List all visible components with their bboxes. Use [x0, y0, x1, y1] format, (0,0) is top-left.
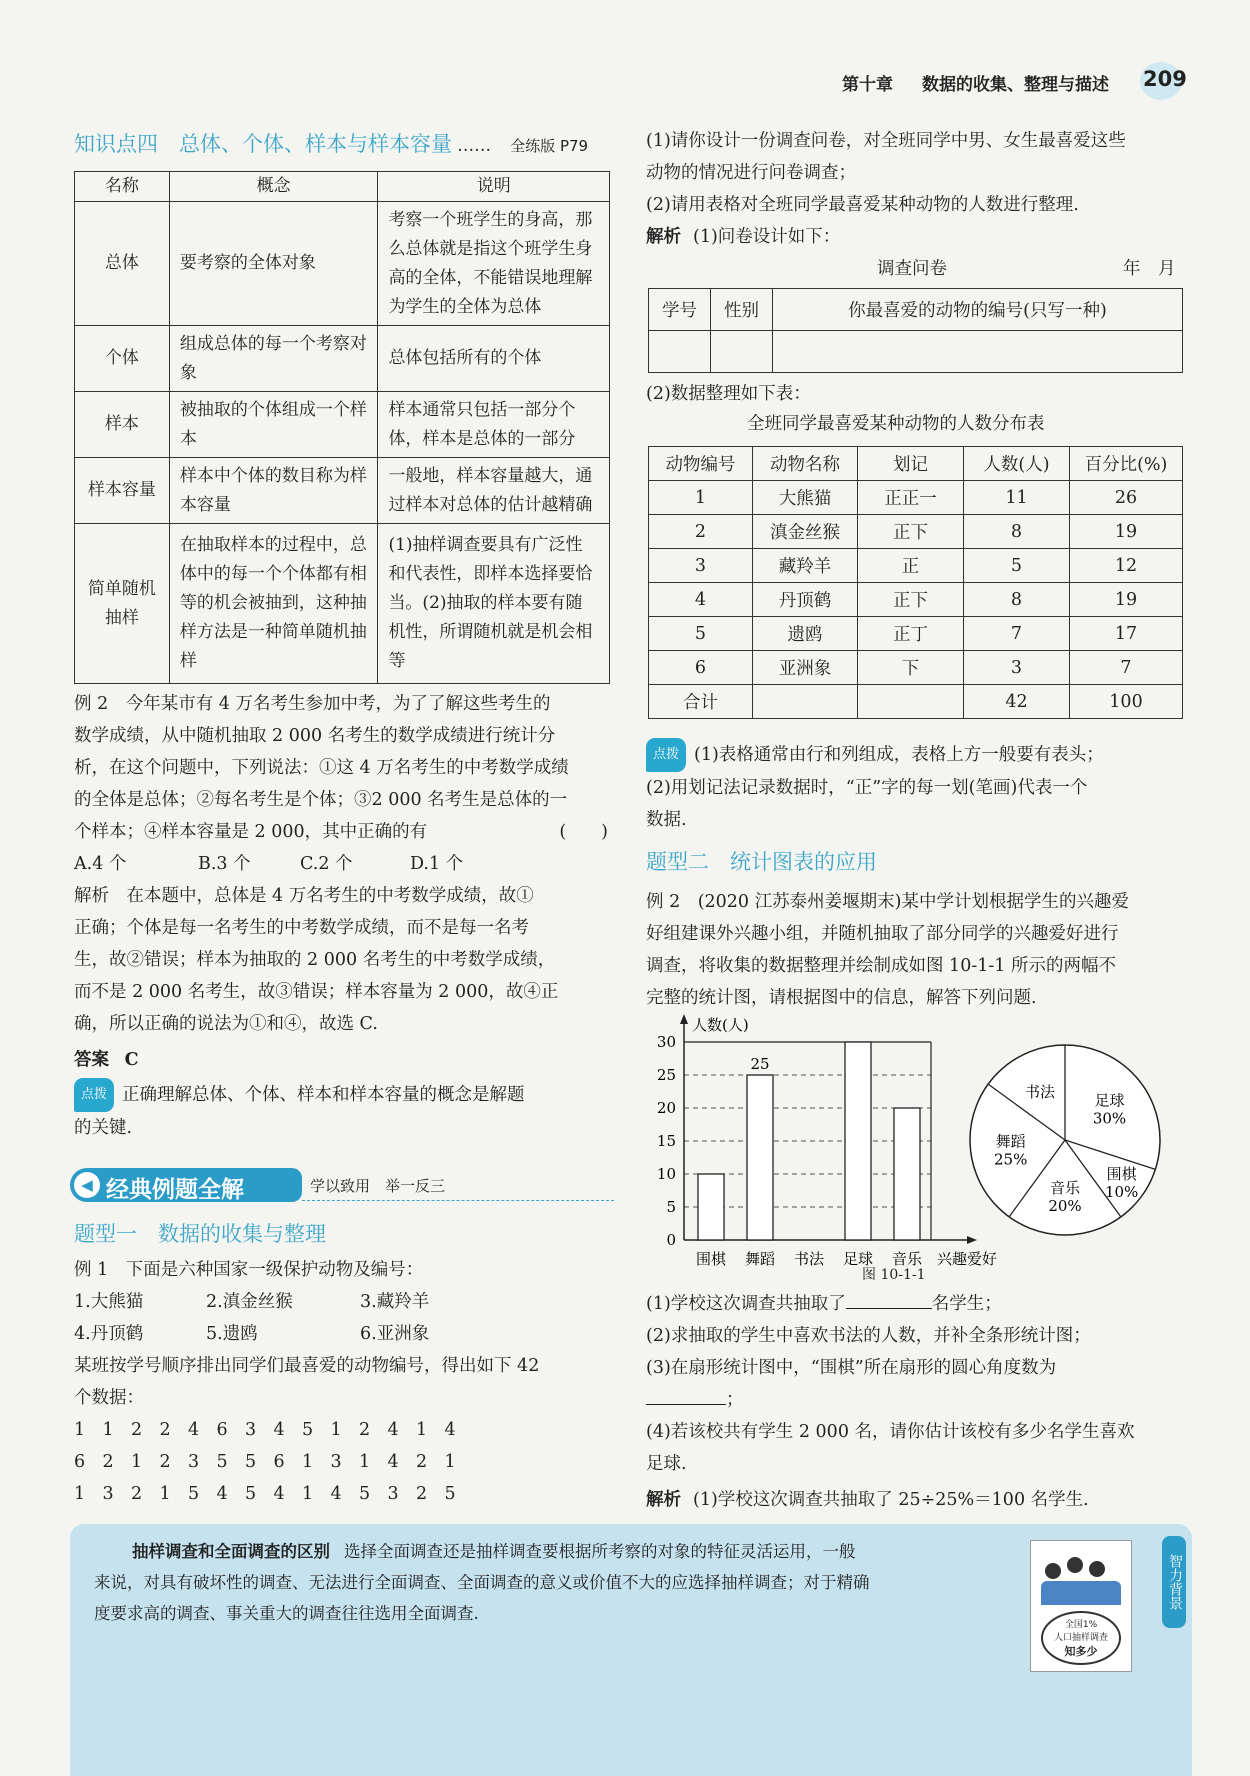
number-cell: 3 [102, 1484, 114, 1504]
x-axis-label: 兴趣爱好 [937, 1250, 998, 1268]
survey-header-cell: 学号 [649, 289, 711, 331]
dist-cell: 100 [1070, 685, 1183, 719]
survey-header-cell: 性别 [711, 289, 773, 331]
pie-label: 舞蹈 [995, 1132, 1026, 1151]
bar-chart [646, 1010, 998, 1272]
bar-音乐 [894, 1108, 920, 1240]
poster-caption [1041, 1611, 1121, 1665]
dist-cell: 26 [1070, 481, 1183, 515]
number-cell: 6 [74, 1452, 86, 1472]
tip-text: 数据. [646, 810, 687, 830]
answer-label: 答案 [74, 1050, 109, 1070]
animal-item: 6.亚洲象 [360, 1324, 430, 1344]
person-head [1045, 1563, 1061, 1579]
number-cell: 1 [359, 1452, 371, 1472]
survey-table [648, 288, 1183, 373]
kp4-title: 知识点四 总体、个体、样本与样本容量 [74, 132, 452, 156]
x-tick-label: 音乐 [891, 1250, 923, 1268]
question-text: ； [726, 1390, 744, 1410]
tip-icon: 点拨 [646, 738, 686, 772]
kp4-concept: 在抽取样本的过程中，总体中的每一个个体都有相等的机会被抽到，这种抽样方法是一种简单随机抽样 [169, 524, 378, 684]
dist-cell: 7 [1070, 651, 1183, 685]
analysis-row [646, 221, 1186, 253]
kp4-name: 个体 [75, 326, 170, 392]
dist-cell: 合计 [649, 685, 753, 719]
dist-cell: 正正一 [858, 481, 964, 515]
option: B.3 个 [198, 854, 251, 874]
chapter-label: 第十章 [842, 75, 893, 95]
type1-example [74, 1254, 614, 1510]
text-line: 例 2 今年某市有 4 万名考生参加中考，为了了解这些考生的 [74, 694, 551, 714]
answer-row [74, 1044, 614, 1076]
text-line: (1)请你设计一份调查问卷，对全班同学中男、女生最喜爱这些 [646, 131, 1126, 151]
section-banner [70, 1168, 615, 1202]
dist-cell: 12 [1070, 549, 1183, 583]
question-text: (1)学校这次调查共抽取了 [646, 1294, 846, 1314]
pie-percent: 30% [1092, 1109, 1127, 1128]
footer-line-1 [94, 1536, 1014, 1567]
poster-text: 人口抽样调查 [1053, 1633, 1108, 1643]
data-number-grid [74, 1414, 614, 1510]
number-cell: 3 [188, 1452, 200, 1472]
footer-line: 来说，对具有破坏性的调查、无法进行全面调查、全面调查的意义或价值不大的应选择抽样调查；对于精确 [94, 1573, 870, 1592]
text-line: 完整的统计图，请根据图中的信息，解答下列问题. [646, 988, 1037, 1008]
animal-item: 1.大熊猫 [74, 1292, 144, 1312]
bar-足球 [845, 1042, 871, 1240]
dist-row [649, 651, 1183, 685]
number-cell: 1 [444, 1452, 456, 1472]
survey-date: 年 月 [1123, 259, 1176, 279]
dist-cell: 4 [649, 583, 753, 617]
analysis-line: 正确；个体是每一名考生的中考数学成绩，而不是每一名考 [74, 918, 529, 938]
text-line: 好组建课外兴趣小组，并随机抽取了部分同学的兴趣爱好进行 [646, 924, 1119, 944]
number-cell: 1 [102, 1420, 114, 1440]
chapter-title: 数据的收集、整理与描述 [922, 75, 1109, 95]
speaker-icon: ◀ [74, 1172, 100, 1198]
type2-questions [646, 1288, 1191, 1516]
dist-cell: 5 [649, 617, 753, 651]
dist-table-title: 全班同学最喜爱某种动物的人数分布表 [747, 414, 1045, 434]
kp4-row [75, 458, 610, 524]
question-row [646, 1384, 1191, 1416]
tip-text: 的关键. [74, 1118, 133, 1138]
data-label: 25 [750, 1055, 770, 1073]
banner-subtitle: 学以致用 举一反三 [310, 1177, 446, 1195]
number-cell: 5 [216, 1452, 228, 1472]
right-questions [646, 125, 1186, 253]
number-cell: 4 [330, 1484, 342, 1504]
number-cell: 1 [74, 1420, 86, 1440]
kp4-dots: …… [457, 136, 492, 156]
number-cell: 2 [159, 1420, 171, 1440]
text-line-with-bracket [74, 816, 614, 848]
dist-row [649, 515, 1183, 549]
kp4-row [75, 326, 610, 392]
dist-cell: 滇金丝猴 [753, 515, 858, 549]
dist-cell: 2 [649, 515, 753, 549]
dist-cell: 3 [964, 651, 1070, 685]
banner-title: 经典例题全解 [106, 1177, 244, 1203]
number-cell: 4 [273, 1420, 285, 1440]
banner-divider [302, 1200, 614, 1201]
text-line: 某班按学号顺序排出同学们最喜爱的动物编号，得出如下 42 [74, 1356, 540, 1376]
analysis-line: 生，故②错误；样本为抽取的 2 000 名考生的中考数学成绩， [74, 950, 556, 970]
number-cell: 5 [188, 1484, 200, 1504]
dist-row [649, 583, 1183, 617]
pie-label: 书法 [1025, 1082, 1056, 1101]
survey-empty-row [649, 331, 1183, 373]
y-tick-label: 5 [666, 1198, 676, 1216]
y-tick-label: 0 [666, 1231, 676, 1249]
number-cell: 6 [273, 1452, 285, 1472]
people-illustration [1041, 1551, 1121, 1607]
pie-label: 音乐 [1049, 1179, 1081, 1197]
text-line: 个数据： [74, 1388, 144, 1408]
text-line: 动物的情况进行问卷调查； [646, 163, 856, 183]
number-row [74, 1478, 614, 1510]
animal-row [74, 1318, 614, 1350]
dist-cell: 正下 [858, 583, 964, 617]
question-text: 足球. [646, 1454, 687, 1474]
kp4-note: 总体包括所有的个体 [378, 326, 610, 392]
analysis-text: (1)问卷设计如下： [693, 227, 841, 247]
option: C.2 个 [300, 854, 353, 874]
number-cell: 2 [131, 1484, 143, 1504]
question-row [646, 1288, 1191, 1320]
dist-header-cell: 人数(人) [964, 447, 1070, 481]
dist-row [649, 685, 1183, 719]
number-cell: 5 [444, 1484, 456, 1504]
analysis-line: 解析 在本题中，总体是 4 万名考生的中考数学成绩，故① [74, 886, 534, 906]
poster-text: 全国1% [1064, 1620, 1098, 1630]
dist-header-row [649, 447, 1183, 481]
answer-blank [846, 1290, 932, 1309]
dist-cell: 6 [649, 651, 753, 685]
question-text: (3)在扇形统计图中，“围棋”所在扇形的圆心角度数为 [646, 1358, 1057, 1378]
number-cell: 3 [245, 1420, 257, 1440]
answer-bracket: ( ) [559, 822, 608, 842]
dist-cell: 藏羚羊 [753, 549, 858, 583]
kp4-row [75, 524, 610, 684]
dist-cell: 8 [964, 515, 1070, 549]
kp4-concept: 组成总体的每一个考察对象 [169, 326, 378, 392]
option: D.1 个 [410, 854, 464, 874]
number-cell: 1 [302, 1484, 314, 1504]
text-line: (2)请用表格对全班同学最喜爱某种动物的人数进行整理. [646, 195, 1079, 215]
tip-text: 正确理解总体、个体、样本和样本容量的概念是解题 [122, 1085, 525, 1105]
dist-cell: 5 [964, 549, 1070, 583]
kp4-row [75, 392, 610, 458]
dist-cell [753, 685, 858, 719]
footer-line: 选择全面调查还是抽样调查要根据所考察的对象的特征灵活运用，一般 [344, 1542, 856, 1561]
number-row [74, 1446, 614, 1478]
kp4-name: 样本 [75, 392, 170, 458]
bar-舞蹈 [747, 1075, 773, 1240]
number-cell: 1 [330, 1420, 342, 1440]
type2-example [646, 886, 1191, 1014]
survey-title: 调查问卷 [877, 259, 947, 279]
text-line: 的全体是总体；②每名考生是个体；③2 000 名考生是总体的一 [74, 790, 568, 810]
dist-cell: 正丁 [858, 617, 964, 651]
number-cell: 5 [302, 1420, 314, 1440]
number-row [74, 1414, 614, 1446]
analysis-line: 确，所以正确的说法为①和④，故选 C. [74, 1014, 378, 1034]
y-tick-label: 25 [656, 1066, 676, 1084]
number-cell: 4 [188, 1420, 200, 1440]
number-cell: 2 [359, 1420, 371, 1440]
text-line: 例 2 (2020 江苏泰州姜堰期末)某中学计划根据学生的兴趣爱 [646, 892, 1129, 912]
text-line: 个样本；④样本容量是 2 000，其中正确的有 [74, 822, 428, 842]
y-tick-label: 20 [656, 1099, 676, 1117]
distribution-table [648, 446, 1183, 719]
bar-围棋 [698, 1174, 724, 1240]
kp4-header-cell: 名称 [75, 172, 170, 202]
option: A.4 个 [74, 854, 127, 874]
number-cell: 4 [387, 1452, 399, 1472]
dist-header-cell: 动物名称 [753, 447, 858, 481]
number-cell: 4 [273, 1484, 285, 1504]
dist-cell: 8 [964, 583, 1070, 617]
kp4-concept: 被抽取的个体组成一个样本 [169, 392, 378, 458]
x-tick-label: 舞蹈 [744, 1250, 776, 1268]
y-tick-label: 15 [656, 1132, 676, 1150]
dist-cell: 下 [858, 651, 964, 685]
number-cell: 1 [302, 1452, 314, 1472]
answer-value: C [124, 1050, 139, 1070]
right-tip [646, 738, 1191, 836]
dist-cell [858, 685, 964, 719]
analysis-text: (1)学校这次调查共抽取了 25÷25%＝100 名学生. [693, 1490, 1089, 1510]
animal-item: 4.丹顶鹤 [74, 1324, 144, 1344]
page-number: 209 [1143, 67, 1187, 91]
badge-text: 智力背景 [1167, 1554, 1183, 1610]
person-head [1067, 1557, 1083, 1573]
animal-item: 2.滇金丝猴 [206, 1292, 293, 1312]
survey-empty-cell [711, 331, 773, 373]
dist-cell: 正下 [858, 515, 964, 549]
number-cell: 1 [131, 1452, 143, 1472]
analysis-line: 而不是 2 000 名考生，故③错误；样本容量为 2 000，故④正 [74, 982, 559, 1002]
analysis-label: 解析 [646, 1490, 681, 1510]
pie-percent: 10% [1104, 1183, 1139, 1202]
x-tick-label: 足球 [842, 1250, 874, 1268]
pie-percent: 25% [994, 1150, 1028, 1169]
dist-row [649, 549, 1183, 583]
survey-empty-cell [773, 331, 1183, 373]
part2-label: (2)数据整理如下表： [646, 384, 811, 404]
kp4-note: (1)抽样调查要具有广泛性和代表性，即样本选择要恰当。(2)抽取的样本要有随机性，所谓随机就是机会相等 [378, 524, 610, 684]
kp4-name: 总体 [75, 202, 170, 326]
analysis-row [646, 1484, 1191, 1516]
badge-tab [1162, 1536, 1186, 1628]
number-cell: 1 [74, 1484, 86, 1504]
number-cell: 2 [416, 1484, 428, 1504]
options-row [74, 848, 614, 880]
number-cell: 5 [245, 1484, 257, 1504]
text-line: 调查，将收集的数据整理并绘制成如图 10-1-1 所示的两幅不 [646, 956, 1116, 976]
person-head [1089, 1561, 1105, 1577]
number-cell: 2 [102, 1452, 114, 1472]
x-tick-label: 书法 [793, 1250, 825, 1268]
dist-cell: 11 [964, 481, 1070, 515]
number-cell: 3 [330, 1452, 342, 1472]
footer-line: 度要求高的调查、事关重大的调查往往选用全面调查. [94, 1604, 479, 1623]
tip-icon: 点拨 [74, 1078, 114, 1112]
page-header [0, 62, 1250, 102]
poster-image [1030, 1540, 1132, 1672]
animal-row [74, 1286, 614, 1318]
dist-cell: 19 [1070, 515, 1183, 549]
dist-cell: 丹顶鹤 [753, 583, 858, 617]
pie-label: 足球 [1094, 1091, 1125, 1110]
number-cell: 2 [416, 1452, 428, 1472]
kp4-header-cell: 说明 [378, 172, 610, 202]
number-cell: 2 [131, 1420, 143, 1440]
number-cell: 5 [245, 1452, 257, 1472]
tip-row [74, 1078, 614, 1112]
pie-chart [965, 1040, 1165, 1240]
poster-text: 知多少 [1064, 1645, 1098, 1658]
number-cell: 1 [159, 1484, 171, 1504]
dist-cell: 7 [964, 617, 1070, 651]
kp4-note: 样本通常只包括一部分个体，样本是总体的一部分 [378, 392, 610, 458]
animal-item: 5.遗鸥 [206, 1324, 258, 1344]
tip-text: (1)表格通常由行和列组成，表格上方一般要有表头； [694, 745, 1104, 765]
number-cell: 6 [216, 1420, 228, 1440]
survey-header-cell: 你最喜爱的动物的编号(只写一种) [773, 289, 1183, 331]
dist-cell: 大熊猫 [753, 481, 858, 515]
number-cell: 4 [444, 1420, 456, 1440]
number-cell: 5 [359, 1484, 371, 1504]
dist-row [649, 481, 1183, 515]
question-text: (2)求抽取的学生中喜欢书法的人数，并补全条形统计图； [646, 1326, 1091, 1346]
tip-text: (2)用划记法记录数据时，“正”字的每一划(笔画)代表一个 [646, 778, 1088, 798]
number-cell: 3 [387, 1484, 399, 1504]
text-line: 例 1 下面是六种国家一级保护动物及编号： [74, 1260, 424, 1280]
kp4-row [75, 202, 610, 326]
dist-cell: 正 [858, 549, 964, 583]
kp4-note: 考察一个班学生的身高，那么总体就是指这个班学生身高的全体，不能错误地理解为学生的全体为总体 [378, 202, 610, 326]
dist-cell: 19 [1070, 583, 1183, 617]
dist-header-cell: 百分比(%) [1070, 447, 1183, 481]
tip-row [646, 738, 1191, 772]
kp4-note: 一般地，样本容量越大，通过样本对总体的估计越精确 [378, 458, 610, 524]
footer-title: 抽样调查和全面调查的区别 [132, 1542, 330, 1561]
dist-cell: 3 [649, 549, 753, 583]
number-cell: 1 [416, 1420, 428, 1440]
dist-row [649, 617, 1183, 651]
answer-blank [646, 1386, 726, 1405]
kp4-ref: 全练版 P79 [510, 137, 589, 155]
kp4-concept: 要考察的全体对象 [169, 202, 378, 326]
question-text: (4)若该校共有学生 2 000 名，请你估计该校有多少名学生喜欢 [646, 1422, 1135, 1442]
dist-cell: 42 [964, 685, 1070, 719]
text-line: 析，在这个问题中，下列说法：①这 4 万名考生的中考数学成绩 [74, 758, 569, 778]
survey-header-row [649, 289, 1183, 331]
dist-cell: 遗鸥 [753, 617, 858, 651]
number-cell: 4 [216, 1484, 228, 1504]
survey-empty-cell [649, 331, 711, 373]
kp4-header-row [75, 172, 610, 202]
pie-percent: 20% [1048, 1197, 1082, 1215]
left-example-2 [74, 688, 614, 1144]
dist-header-cell: 划记 [858, 447, 964, 481]
kp4-name: 样本容量 [75, 458, 170, 524]
pie-label: 围棋 [1106, 1165, 1137, 1184]
kp4-header-cell: 概念 [169, 172, 378, 202]
analysis-label: 解析 [646, 227, 681, 247]
kp4-title-row [74, 128, 588, 158]
y-tick-label: 30 [656, 1033, 676, 1051]
dist-header-cell: 动物编号 [649, 447, 753, 481]
y-axis-label: 人数(人) [692, 1016, 749, 1034]
dist-cell: 17 [1070, 617, 1183, 651]
type2-title: 题型二 统计图表的应用 [646, 850, 877, 874]
person-bodies [1041, 1581, 1121, 1605]
dist-cell: 亚洲象 [753, 651, 858, 685]
y-axis-arrow [680, 1014, 688, 1024]
kp4-table [74, 171, 610, 684]
footer-panel [70, 1524, 1192, 1776]
figure-caption: 图 10-1-1 [862, 1267, 926, 1283]
type1-title: 题型一 数据的收集与整理 [74, 1222, 326, 1246]
kp4-name: 简单随机抽样 [75, 524, 170, 684]
question-text: 名学生； [931, 1294, 1002, 1314]
dist-cell: 1 [649, 481, 753, 515]
kp4-concept: 样本中个体的数目称为样本容量 [169, 458, 378, 524]
y-tick-label: 10 [656, 1165, 676, 1183]
footer-text [94, 1536, 1014, 1629]
text-line: 数学成绩，从中随机抽取 2 000 名考生的数学成绩进行统计分 [74, 726, 556, 746]
number-cell: 2 [159, 1452, 171, 1472]
number-cell: 4 [387, 1420, 399, 1440]
animal-item: 3.藏羚羊 [360, 1292, 430, 1312]
x-tick-label: 围棋 [695, 1250, 727, 1268]
